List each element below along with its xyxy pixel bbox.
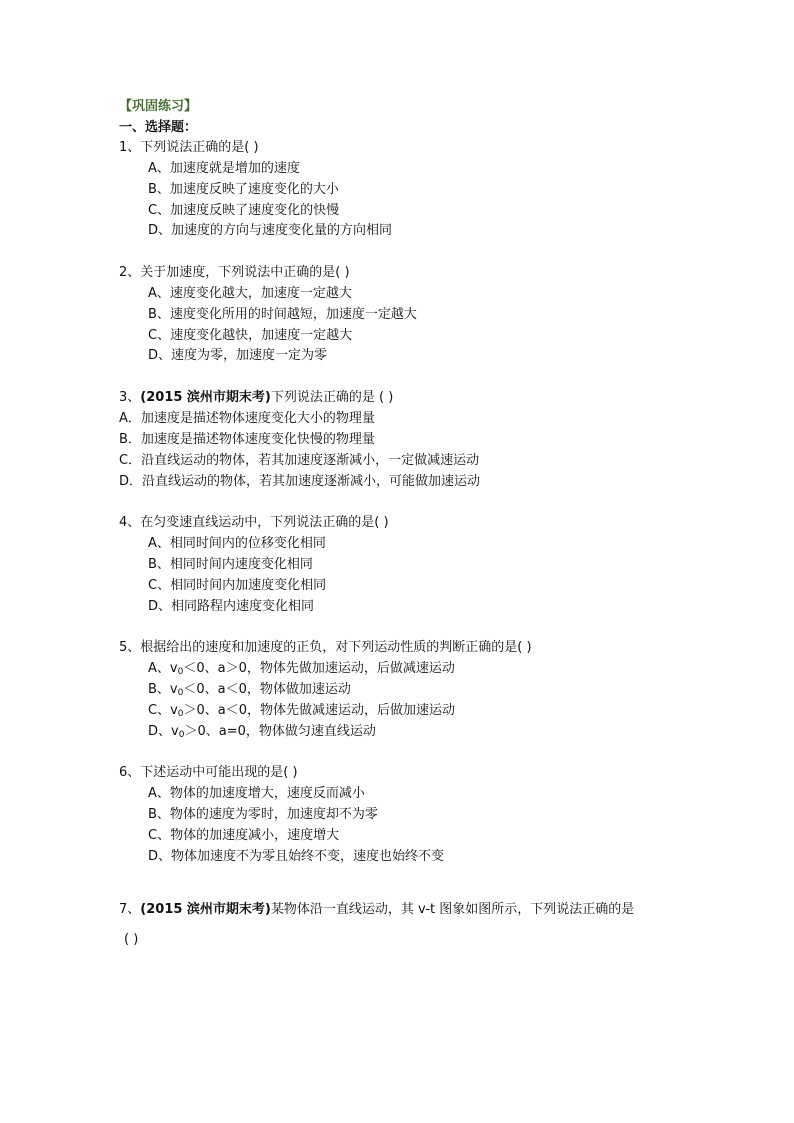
question-3-option-d: D．沿直线运动的物体，若其加速度逐渐减小，可能做加速运动: [119, 474, 481, 489]
question-1-option-c: C、加速度反映了速度变化的快慢: [148, 203, 340, 218]
question-7-stem: [119, 901, 634, 919]
question-3-source: (2015 滨州市期末考): [140, 390, 271, 405]
question-3-number: 3、: [119, 390, 141, 405]
section-title: 一、选择题：: [119, 120, 198, 135]
question-3-option-c: C．沿直线运动的物体，若其加速度逐渐减小，一定做减速运动: [119, 453, 480, 468]
question-4-option-a: A、相同时间内的位移变化相同: [148, 536, 326, 551]
question-2-stem: 2、关于加速度，下列说法中正确的是( ): [119, 265, 350, 280]
question-1-option-b: B、加速度反映了速度变化的大小: [148, 182, 339, 197]
question-3-option-b: B．加速度是描述物体速度变化快慢的物理量: [119, 432, 375, 447]
question-3-text: 下列说法正确的是 ( ): [270, 390, 394, 405]
question-4-stem: 4、在匀变速直线运动中，下列说法正确的是( ): [119, 515, 389, 530]
question-3-option-a: A．加速度是描述物体速度变化大小的物理量: [119, 411, 375, 426]
question-7-text: 某物体沿一直线运动，其 v-t 图象如图所示，下列说法正确的是: [270, 902, 635, 917]
question-6-option-d: D、物体加速度不为零且始终不变，速度也始终不变: [148, 849, 445, 864]
question-2-option-c: C、速度变化越快，加速度一定越大: [148, 328, 353, 343]
question-4-option-b: B、相同时间内速度变化相同: [148, 557, 313, 572]
question-1-option-d: D、加速度的方向与速度变化量的方向相同: [148, 223, 393, 238]
question-4-option-c: C、相同时间内加速度变化相同: [148, 578, 327, 593]
question-5-stem: 5、根据给出的速度和加速度的正负，对下列运动性质的判断正确的是( ): [119, 640, 532, 655]
question-1-stem: 1、下列说法正确的是( ): [119, 140, 259, 155]
question-2-option-a: A、速度变化越大，加速度一定越大: [148, 286, 352, 301]
question-6-option-a: A、物体的加速度增大，速度反而减小: [148, 786, 365, 801]
question-5-option-a: A、$v_0<0$、a＞0，物体先做加速运动，后做减速运动: [148, 661, 455, 677]
question-1-option-a: A、加速度就是增加的速度: [148, 161, 300, 176]
question-7-number: 7、: [119, 902, 141, 917]
question-6-option-c: C、物体的加速度减小，速度增大: [148, 828, 340, 843]
question-5-option-d: D、$v_0>0$、a=0，物体做匀速直线运动: [148, 724, 376, 740]
question-3-stem: [119, 389, 393, 407]
question-7-source: (2015 滨州市期末考): [140, 902, 271, 917]
question-4-option-d: D、相同路程内速度变化相同: [148, 599, 315, 614]
question-7-answer-blank: ( ): [124, 932, 139, 947]
question-2-option-b: B、速度变化所用的时间越短，加速度一定越大: [148, 307, 417, 322]
question-6-stem: 6、下述运动中可能出现的是( ): [119, 765, 298, 780]
question-5-option-c: C、$v_0>0$、a＜0，物体先做减速运动，后做加速运动: [148, 703, 456, 719]
question-2-option-d: D、速度为零，加速度一定为零: [148, 348, 328, 363]
question-5-option-b: B、$v_0<0$、a＜0，物体做加速运动: [148, 682, 351, 698]
exercise-heading: 【巩固练习】: [119, 99, 198, 114]
question-6-option-b: B、物体的速度为零时，加速度却不为零: [148, 807, 378, 822]
